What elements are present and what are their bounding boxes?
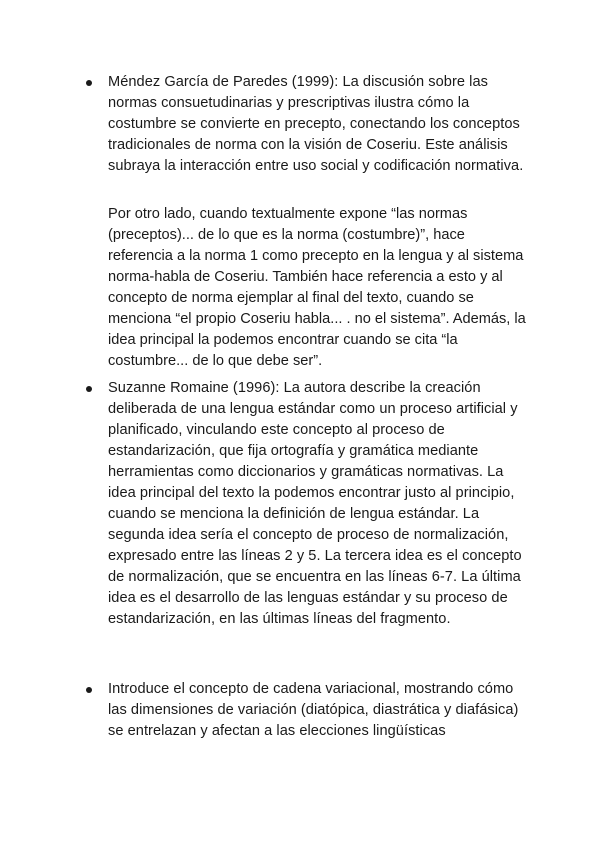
list-item-text: Suzanne Romaine (1996): La autora describe la creación deliberada de una lengua estándar como un proceso artificial y planificado, vinculando este concepto al proceso de estandarización, que fija ortografía y gramática mediante herramientas como diccionarios y gramáticas normativas. La idea principal del texto la podemos encontrar justo al principio, cuando se menciona la definición de lengua estándar. La segunda idea sería el concepto de proceso de normalización, expresado entre las líneas 2 y 5. La tercera idea es el concepto de normalización, que se encuentra en las líneas 6-7. La última idea es el desarrollo de las lenguas estándar y su proceso de estandarización, en las últimas líneas del fragmento. [108,380,522,627]
list-item-text: Introduce el concepto de cadena variacional, mostrando cómo las dimensiones de variación (diatópica, diastrática y diafásica) se entrelazan y afectan a las elecciones lingüísticas [108,681,519,739]
bullet-icon [86,687,92,693]
paragraph: Por otro lado, cuando textualmente expone “las normas (preceptos)... de lo que es la norma (costumbre)”, hace referencia a la norma 1 como precepto en la lengua y al sistema norma-habla de Coseriu. También hace referencia a esto y al concepto de norma ejemplar al final del texto, cuando se menciona “el propio Coseriu habla... . no el sistema”. Además, la idea principal la podemos encontrar cuando se cita “la costumbre... de lo que debe ser”. [108,206,526,369]
bullet-icon [86,386,92,392]
list-item-text: Méndez García de Paredes (1999): La discusión sobre las normas consuetudinarias y prescriptivas ilustra cómo la costumbre se convierte en precepto, conectando los conceptos tradicionales de norma con la visión de Coseriu. Este análisis subraya la interacción entre uso social y codificación normativa. [108,74,524,174]
bullet-icon [86,80,92,86]
